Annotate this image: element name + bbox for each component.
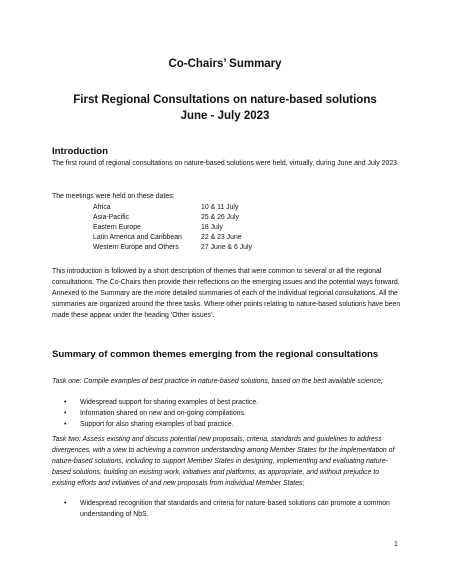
- meeting-row: [93, 213, 252, 223]
- bullet-icon: •: [64, 399, 67, 406]
- summary-heading: Summary of common themes emerging from the regional consultations: [52, 349, 379, 360]
- meeting-region: Eastern Europe: [93, 224, 141, 231]
- meeting-row: [93, 243, 252, 253]
- task-two-text: Task two: Assess existing and discuss potential new proposals, criteria, standards and guidelines to address divergences, with a view to achieving a common understanding among Member States for the implementation of nature-based solutions, including to support Member States in designing, implementing and evaluating nature-based solutions, building on existing work, initiatives and platforms, as appropriate, and without prejudice to existing efforts and initiatives of and new proposals from individual Member States;: [52, 436, 395, 487]
- page-number: 1: [394, 541, 398, 548]
- task-one-text: Task one: Compile examples of best practice in nature-based solutions, based on the best available science;: [52, 378, 383, 385]
- meeting-dates: 22 & 23 June: [201, 234, 242, 241]
- meeting-dates: 27 June & 6 July: [201, 244, 252, 251]
- meetings-table: [93, 203, 252, 253]
- meeting-dates: 18 July: [201, 224, 223, 231]
- document-title: Co-Chairs’ Summary: [168, 58, 282, 70]
- bullet-icon: •: [64, 421, 67, 428]
- meeting-dates: 25 & 26 July: [201, 214, 239, 221]
- meeting-region: Asia-Pacific: [93, 214, 129, 221]
- meeting-region: Western Europe and Others: [93, 244, 179, 251]
- meeting-dates: 10 & 11 July: [201, 204, 239, 211]
- list-item: • Information shared on new and on-going compilations.: [64, 410, 246, 417]
- document-subtitle: First Regional Consultations on nature-based solutions: [73, 94, 377, 106]
- meetings-lead: The meetings were held on these dates:: [52, 193, 175, 200]
- task-one-bullets: [64, 397, 404, 430]
- bullet-icon: •: [64, 410, 67, 417]
- list-item: • Widespread support for sharing examples of best practice.: [64, 399, 259, 406]
- meeting-region: Latin America and Caribbean: [93, 234, 182, 241]
- intro-paragraph: The first round of regional consultations on nature-based solutions were held, virtually, during June and July 2023.: [52, 160, 399, 167]
- meeting-row: [93, 233, 252, 243]
- intro-heading: Introduction: [52, 146, 108, 157]
- intro-paragraph-2: This introduction is followed by a short description of themes that were common to several or all the regional consultations. The Co-Chairs then provide their reflections on the emerging issues and the potential ways forward. Annexed to the Summary are the more detailed summaries of each of the individual regional consultations. All the summaries are organized around the three tasks. Where other points relating to nature-based solutions have been made these appear under the heading ‘Other issues’.: [52, 268, 401, 319]
- meeting-row: [93, 223, 252, 233]
- task-two-bullets: [64, 498, 404, 520]
- meeting-row: [93, 203, 252, 213]
- meeting-region: Africa: [93, 204, 111, 211]
- document-date-range: June - July 2023: [180, 110, 270, 122]
- list-item: • Widespread recognition that standards and criteria for nature-based solutions can promote a common understanding of NbS.: [64, 500, 390, 518]
- list-item: • Support for also sharing examples of bad practice.: [64, 421, 234, 428]
- bullet-icon: •: [64, 500, 67, 507]
